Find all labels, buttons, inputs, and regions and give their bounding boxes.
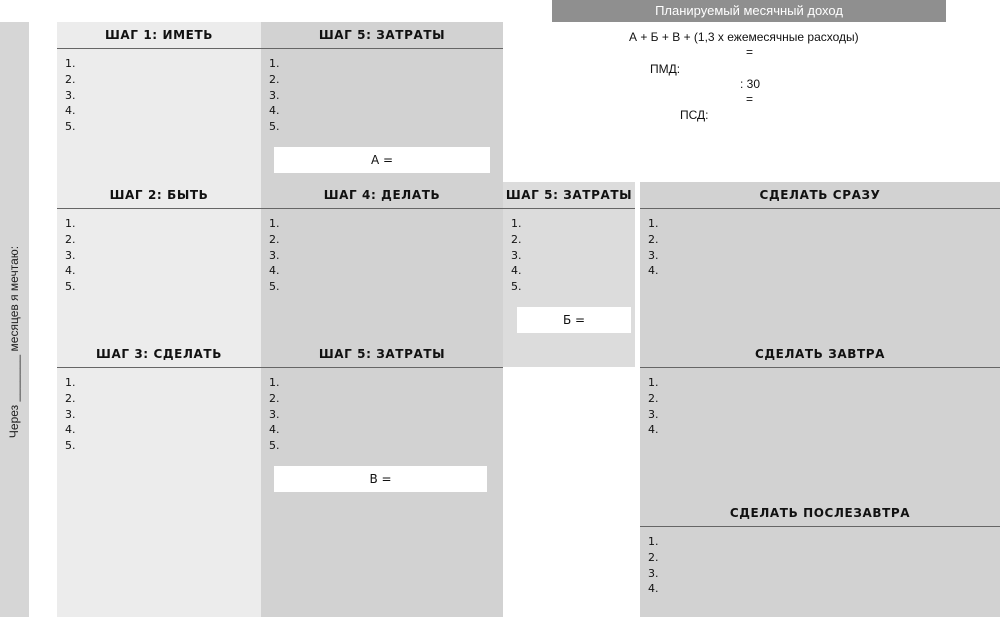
- item-list: [269, 56, 280, 135]
- list-item: 2.: [65, 72, 76, 86]
- divider: [261, 48, 503, 49]
- item-list: [648, 216, 659, 279]
- list-item: 4.: [648, 264, 659, 278]
- section-title: ШАГ 2: БЫТЬ: [109, 188, 209, 202]
- list-item: 2.: [65, 391, 76, 405]
- section-title: СДЕЛАТЬ СРАЗУ: [759, 188, 881, 202]
- pmd-label: ПМД:: [650, 62, 681, 76]
- income-formula: А + Б + В + (1,3 х ежемесячные расходы): [629, 30, 859, 44]
- list-item: 4.: [269, 104, 280, 118]
- list-item: 3.: [65, 407, 76, 421]
- section-step5-b: [503, 182, 635, 367]
- list-item: 1.: [648, 376, 659, 389]
- divider: [57, 367, 261, 368]
- income-equals-1: =: [746, 45, 754, 59]
- item-list: [65, 375, 76, 454]
- item-list: [65, 56, 76, 135]
- section-step2: [57, 182, 261, 341]
- side-label: [7, 245, 24, 439]
- list-item: 5.: [269, 439, 280, 453]
- list-item: 3.: [648, 248, 659, 262]
- side-band: [0, 22, 29, 617]
- list-item: 3.: [65, 248, 76, 262]
- list-item: 5.: [269, 120, 280, 134]
- list-item: 1.: [269, 57, 280, 70]
- list-item: 1.: [648, 217, 659, 230]
- list-item: 2.: [269, 391, 280, 405]
- sum-b-field[interactable]: Б =: [517, 307, 631, 333]
- income-equals-2: =: [746, 92, 754, 106]
- list-item: 2.: [65, 232, 76, 246]
- list-item: 3.: [269, 88, 280, 102]
- list-item: 1.: [269, 217, 280, 230]
- list-item: 1.: [648, 535, 659, 548]
- list-item: 2.: [511, 232, 522, 246]
- section-step1: [57, 22, 261, 182]
- list-item: 4.: [65, 264, 76, 278]
- list-item: 3.: [269, 407, 280, 421]
- divider: [57, 48, 261, 49]
- list-item: 4.: [269, 264, 280, 278]
- section-step4: [261, 182, 503, 341]
- list-item: 4.: [65, 423, 76, 437]
- divider: [640, 367, 1000, 368]
- section-do-now: [640, 182, 1000, 341]
- section-step5-c: [261, 341, 503, 617]
- income-header: Планируемый месячный доход: [552, 0, 946, 22]
- section-title: ШАГ 3: СДЕЛАТЬ: [96, 347, 222, 361]
- sum-a-field[interactable]: А =: [274, 147, 490, 173]
- section-do-tomorrow: [640, 341, 1000, 500]
- section-title: СДЕЛАТЬ ЗАВТРА: [754, 347, 886, 361]
- list-item: 2.: [648, 550, 659, 564]
- list-item: 4.: [648, 423, 659, 437]
- list-item: 5.: [65, 280, 76, 294]
- list-item: 5.: [511, 280, 522, 294]
- list-item: 4.: [511, 264, 522, 278]
- list-item: 2.: [648, 232, 659, 246]
- divider: [640, 526, 1000, 527]
- divider: [640, 208, 1000, 209]
- list-item: 1.: [511, 217, 522, 230]
- section-title: ШАГ 5: ЗАТРАТЫ: [505, 188, 633, 202]
- list-item: 2.: [269, 232, 280, 246]
- psd-label: ПСД:: [680, 108, 709, 122]
- section-title: ШАГ 5: ЗАТРАТЫ: [318, 347, 446, 361]
- list-item: 2.: [269, 72, 280, 86]
- list-item: 4.: [65, 104, 76, 118]
- list-item: 3.: [269, 248, 280, 262]
- list-item: 4.: [269, 423, 280, 437]
- list-item: 3.: [648, 407, 659, 421]
- section-step3: [57, 341, 261, 617]
- item-list: [511, 216, 522, 295]
- divider: [261, 208, 503, 209]
- list-item: 3.: [65, 88, 76, 102]
- item-list: [648, 534, 659, 597]
- section-title: ШАГ 1: ИМЕТЬ: [105, 28, 213, 42]
- list-item: 5.: [269, 280, 280, 294]
- section-title: СДЕЛАТЬ ПОСЛЕЗАВТРА: [729, 506, 911, 520]
- side-label-text: Через _______ месяцев я мечтаю:: [7, 245, 21, 439]
- list-item: 1.: [65, 376, 76, 389]
- item-list: [269, 216, 280, 295]
- list-item: 3.: [511, 248, 522, 262]
- section-title: ШАГ 5: ЗАТРАТЫ: [318, 28, 446, 42]
- divider: [261, 367, 503, 368]
- list-item: 4.: [648, 582, 659, 596]
- section-step5-a: [261, 22, 503, 182]
- section-do-day-after: [640, 500, 1000, 617]
- list-item: 2.: [648, 391, 659, 405]
- list-item: 5.: [65, 120, 76, 134]
- divide-30: : 30: [740, 77, 761, 91]
- item-list: [648, 375, 659, 438]
- divider: [503, 208, 635, 209]
- item-list: [65, 216, 76, 295]
- list-item: 1.: [65, 217, 76, 230]
- item-list: [269, 375, 280, 454]
- list-item: 1.: [269, 376, 280, 389]
- list-item: 1.: [65, 57, 76, 70]
- section-title: ШАГ 4: ДЕЛАТЬ: [323, 188, 441, 202]
- divider: [57, 208, 261, 209]
- list-item: 3.: [648, 566, 659, 580]
- sum-v-field[interactable]: В =: [274, 466, 487, 492]
- list-item: 5.: [65, 439, 76, 453]
